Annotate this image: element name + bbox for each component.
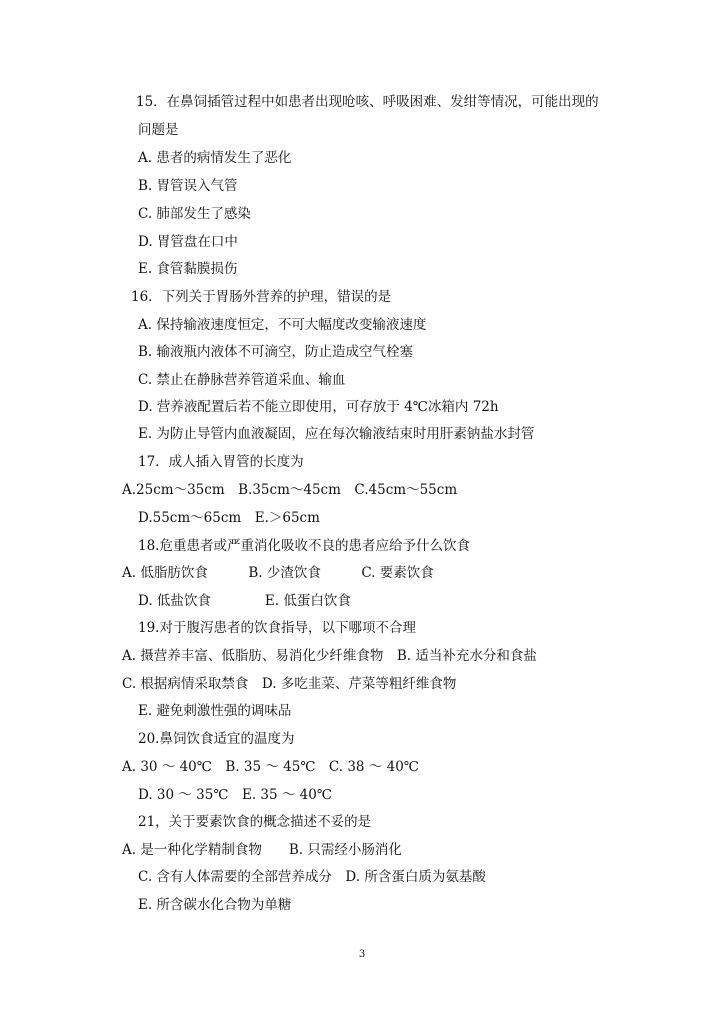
question-15-stem: 15．在鼻饲插管过程中如患者出现呛咳、呼吸困难、发绀等情况，可能出现的: [136, 94, 599, 110]
question-17-options-row1: A.25cm～35cm B.35cm～45cm C.45cm～55cm: [122, 482, 458, 498]
question-16-option-a: A. 保持输液速度恒定，不可大幅度改变输液速度: [138, 317, 427, 333]
question-18-stem: 18.危重患者或严重消化吸收不良的患者应给予什么饮食: [138, 538, 470, 554]
question-15-option-b: B. 胃管误入气管: [138, 178, 238, 194]
question-18-options-row1: A. 低脂肪饮食 B. 少渣饮食 C. 要素饮食: [122, 565, 434, 581]
question-15-option-a: A. 患者的病情发生了恶化: [138, 150, 292, 166]
question-15-option-c: C. 肺部发生了感染: [138, 206, 251, 222]
question-15-option-e: E. 食管黏膜损伤: [138, 261, 238, 277]
question-16-option-c: C. 禁止在静脉营养管道采血、输血: [138, 372, 346, 388]
question-17-stem: 17．成人插入胃管的长度为: [138, 454, 304, 470]
question-16-option-d: D. 营养液配置后若不能立即使用，可存放于 4℃冰箱内 72h: [138, 399, 499, 415]
question-20-stem: 20.鼻饲饮食适宜的温度为: [138, 731, 295, 747]
question-16-option-e: E. 为防止导管内血液凝固，应在每次输液结束时用肝素钠盐水封管: [138, 426, 535, 442]
question-21-options-row3: E. 所含碳水化合物为单糖: [138, 897, 292, 913]
question-21-options-row2: C. 含有人体需要的全部营养成分 D. 所含蛋白质为氨基酸: [138, 869, 486, 885]
question-19-stem: 19.对于腹泻患者的饮食指导，以下哪项不合理: [138, 620, 416, 636]
page-number: 3: [358, 949, 366, 960]
question-19-options-row1: A. 摄营养丰富、低脂肪、易消化少纤维食物 B. 适当补充水分和食盐: [122, 648, 537, 664]
question-19-options-row2: C. 根据病情采取禁食 D. 多吃韭菜、芹菜等粗纤维食物: [122, 676, 457, 692]
question-16-stem: 16．下列关于胃肠外营养的护理，错误的是: [131, 289, 392, 305]
question-20-options-row1: A. 30 ～ 40℃ B. 35 ～ 45℃ C. 38 ～ 40℃: [122, 759, 419, 775]
question-20-options-row2: D. 30 ～ 35℃ E. 35 ～ 40℃: [138, 787, 332, 803]
question-21-options-row1: A. 是一种化学精制食物 B. 只需经小肠消化: [122, 842, 402, 858]
question-21-stem: 21，关于要素饮食的概念描述不妥的是: [138, 814, 372, 830]
question-18-options-row2: D. 低盐饮食 E. 低蛋白饮食: [138, 593, 351, 609]
question-15-stem-cont: 问题是: [138, 122, 179, 138]
question-15-option-d: D. 胃管盘在口中: [138, 234, 238, 250]
question-19-options-row3: E. 避免刺激性强的调味品: [138, 703, 292, 719]
question-16-option-b: B. 输液瓶内液体不可滴空，防止造成空气栓塞: [138, 344, 414, 360]
question-17-options-row2: D.55cm～65cm E.＞65cm: [138, 510, 320, 526]
